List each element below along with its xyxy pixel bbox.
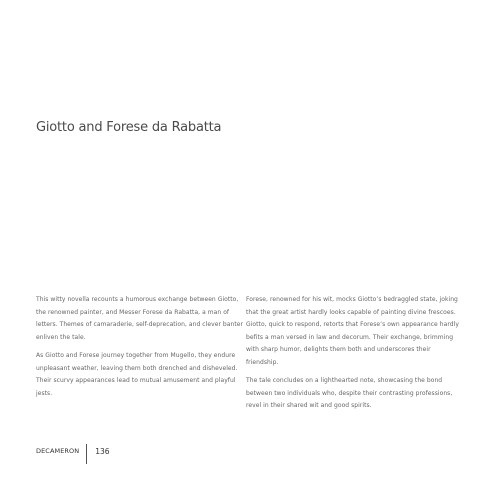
- right-column: [246, 294, 462, 419]
- paragraph: Forese, renowned for his wit, mocks Giotto’s bedraggled state, joking that the great artist hardly looks capable of painting divine frescoes. Giotto, quick to respond, retorts that Forese’s own appearance hardly befits a man versed in law and decorum. Their exchange, brimming with sharp humor, delights them both and underscores their friendship.: [246, 296, 459, 366]
- footer-divider: [86, 444, 87, 464]
- paragraph: This witty novella recounts a humorous exchange between Giotto, the renowned painter, and Messer Forese da Rabatta, a man of letters. Themes of camaraderie, self-deprecation, and clever banter enliven the tale.: [36, 296, 244, 341]
- book-title: DECAMERON: [36, 447, 80, 455]
- paragraph: As Giotto and Forese journey together from Mugello, they endure unpleasant weather, leaving them both drenched and disheveled. Their scurvy appearances lead to mutual amusement and playful jests.: [36, 352, 238, 397]
- page-footer: [36, 441, 110, 461]
- left-column: [36, 294, 250, 406]
- page-number: 136: [95, 446, 110, 456]
- paragraph: The tale concludes on a lighthearted note, showcasing the bond between two individuals who, despite their contrasting professions, revel in their shared wit and good spirits.: [246, 377, 453, 409]
- page-title: Giotto and Forese da Rabatta: [36, 119, 222, 135]
